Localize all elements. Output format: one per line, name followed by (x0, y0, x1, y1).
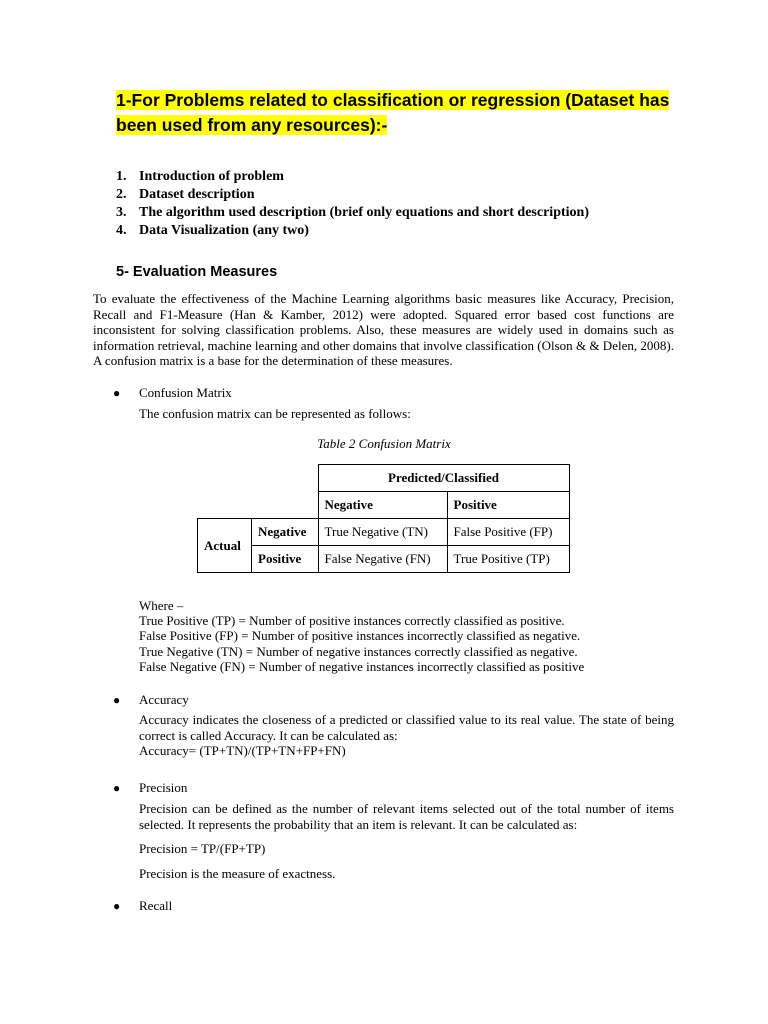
definition-line: True Positive (TP) = Number of positive instances correctly classified as positive. (139, 613, 565, 629)
bullet-icon: ● (113, 899, 121, 913)
bullet-icon: ● (113, 781, 121, 795)
row-positive: Positive (252, 546, 319, 573)
cell-tn: True Negative (TN) (318, 519, 447, 546)
list-item: 4. Data Visualization (any two) (116, 223, 309, 238)
list-item: 2. Dataset description (116, 187, 255, 202)
row-actual: Actual (198, 519, 252, 573)
document-page: 1-For Problems related to classification or regression (Dataset has been used from any resources):- 1. Introduction of problem 2. Dataset description 3. The algorithm used description (brief only equations and short description) 4. Data Visualization (any two) 5- Evaluation Measures To evaluate the effectiveness of the Machine Learning algorithms basic measures like Accuracy, Precision, Recall and F1-Measure (Han & Kamber, 2012) were adopted. Squared error based cost functions are inconsistent for solving classification problems. Also, these measures are widely used in domains such as information retrieval, machine learning and other domains that involve classification (Olson & & Delen, 2008). A confusion matrix is a base for the determination of these measures. ● Confusion Matrix The confusion matrix can be represented as follows: Table 2 Confusion Matrix Predicted/Classified Negative Positive Actual Negative True Negative (TN) False Positive (FP) Positive False Negative (FN) True Positive (TP) Where – True Positive (TP) = Number of positive instances correctly classified as positive. False Positive (FP) = Number of positive instances incorrectly classified as negative. True Negative (TN) = Number of negative instances correctly classified as negative. False Negative (FN) = Number of negative instances incorrectly classified as positive ● Accuracy Accuracy indicates the closeness of a predicted or classified value to its real value. The state of being correct is called Accuracy. It can be calculated as: Accuracy= (TP+TN)/(TP+TN+FP+FN) ● Precision Precision can be defined as the number of relevant items selected out of the total number of items selected. It represents the probability that an item is relevant. It can be calculated as: Precision = TP/(FP+TP) Precision is the measure of exactness. ● Recall (0, 0, 768, 1024)
accuracy-text: Accuracy indicates the closeness of a predicted or classified value to its real value. The state of being correct is called Accuracy. It can be calculated as: (139, 712, 674, 743)
col-negative: Negative (318, 492, 447, 519)
bullet-icon: ● (113, 693, 121, 707)
confusion-text: The confusion matrix can be represented as follows: (139, 406, 411, 421)
col-positive: Positive (447, 492, 569, 519)
cell-tp: True Positive (TP) (447, 546, 569, 573)
numbered-list (116, 168, 589, 240)
highlighted-title: 1-For Problems related to classification or regression (Dataset has been used from any resources):- (116, 90, 670, 135)
confusion-matrix-table (197, 464, 570, 573)
precision-formula: Precision = TP/(FP+TP) (139, 841, 266, 856)
section-heading: 5- Evaluation Measures (116, 264, 278, 280)
definition-line: Where – (139, 598, 184, 613)
list-item: 3. The algorithm used description (brief only equations and short description) (116, 205, 589, 220)
precision-note: Precision is the measure of exactness. (139, 866, 336, 881)
cell-fp: False Positive (FP) (447, 519, 569, 546)
list-item: 1. Introduction of problem (116, 169, 284, 184)
table-caption: Table 2 Confusion Matrix (317, 436, 451, 451)
precision-text: Precision can be defined as the number of relevant items selected out of the total number of items selected. It represents the probability that an item is relevant. It can be calculated as: (139, 801, 674, 832)
definitions-block (139, 598, 674, 674)
bullet-icon: ● (113, 386, 121, 400)
definition-line: False Positive (FP) = Number of positive instances incorrectly classified as negative. (139, 628, 581, 644)
intro-paragraph: To evaluate the effectiveness of the Machine Learning algorithms basic measures like Accuracy, Precision, Recall and F1-Measure (Han & Kamber, 2012) were adopted. Squared error based cost functions are inconsistent for solving classification problems. Also, these measures are widely used in domains such as information retrieval, machine learning and other domains that involve classification (Olson & & Delen, 2008). A confusion matrix is a base for the determination of these measures. (93, 291, 674, 369)
row-negative: Negative (252, 519, 319, 546)
accuracy-formula: Accuracy= (TP+TN)/(TP+TN+FP+FN) (139, 743, 346, 758)
header-predicted: Predicted/Classified (318, 465, 569, 492)
definition-line: False Negative (FN) = Number of negative instances incorrectly classified as positive (139, 658, 585, 674)
definition-line: True Negative (TN) = Number of negative instances correctly classified as negative. (139, 643, 578, 659)
cell-fn: False Negative (FN) (318, 546, 447, 573)
